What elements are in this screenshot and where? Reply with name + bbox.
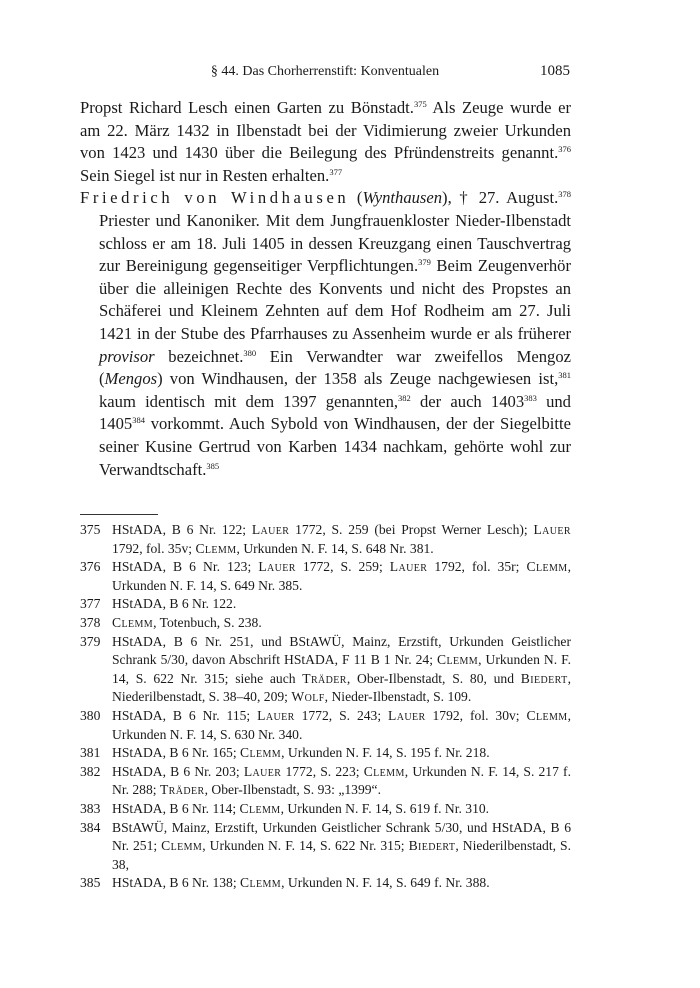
footnote-381: [80, 744, 571, 763]
author-name: Lauer: [257, 707, 295, 723]
footnote-ref[interactable]: 385: [206, 460, 220, 471]
text-run: , Urkunden N. F. 14, S. 649 Nr. 385.: [112, 559, 571, 593]
page-number: 1085: [540, 63, 570, 79]
text-run: , Urkunden N. F. 14, S. 630 Nr. 340.: [112, 707, 571, 742]
author-name: Biedert: [520, 670, 568, 686]
page-header: [80, 64, 570, 86]
text-run: kaum identisch mit dem 1397 genannten,: [99, 391, 399, 411]
text-run: 1792, fol. 30v;: [425, 707, 527, 723]
footnote-number: 384: [80, 819, 101, 835]
footnote-number: 378: [80, 614, 101, 630]
paragraph-lesch-continuation: [80, 97, 571, 187]
text-run: HStADA, B 6 Nr. 123;: [112, 559, 259, 575]
footnote-number: 380: [80, 707, 101, 723]
text-run: ), † 27. August.: [442, 188, 559, 208]
footnote-number: 382: [80, 763, 101, 779]
author-name: Clemm: [437, 652, 479, 668]
text-run: HStADA, B 6 Nr. 251, und BStAWÜ, Mainz, Erzstift, Urkunden Geistlicher Schrank 5/30, davon Abschrift HStADA, F 11 B 1 Nr. 24;: [112, 633, 571, 668]
text-run: , Totenbuch, S. 238.: [153, 614, 262, 630]
author-name: Träder: [159, 782, 205, 798]
author-name: Clemm: [526, 559, 568, 575]
running-head: § 44. Das Chorherrenstift: Konventualen: [210, 64, 440, 79]
footnote-385: [80, 874, 571, 893]
author-name: Lauer: [258, 559, 296, 575]
author-name: Clemm: [112, 614, 154, 630]
italic-name: Mengos: [104, 369, 158, 389]
footnote-378: [80, 614, 571, 633]
footnote-number: 377: [80, 596, 101, 612]
author-name: Lauer: [389, 559, 428, 575]
text-run: , Urkunden N. F. 14, S. 619 f. Nr. 310.: [280, 800, 490, 816]
text-run: 1772, S. 223;: [281, 763, 364, 779]
text-run: 1772, S. 259;: [295, 559, 390, 575]
author-name: Lauer: [388, 707, 426, 723]
footnote-379: [80, 633, 571, 707]
text-run: 1772, S. 243;: [294, 707, 389, 723]
text-run: ) von Windhausen, der 1358 als Zeuge nachgewiesen ist,: [157, 369, 559, 389]
text-run: HStADA, B 6 Nr. 114;: [112, 800, 240, 816]
footnote-number: 379: [80, 633, 101, 649]
text-run: (: [349, 188, 363, 208]
author-name: Biedert: [408, 838, 456, 854]
text-run: , Urkunden N. F. 14, S. 195 f. Nr. 218.: [281, 745, 490, 761]
text-run: , Niederilbenstadt, S. 38,: [112, 838, 571, 872]
footnote-380: [80, 707, 571, 744]
text-run: HStADA, B 6 Nr. 203;: [112, 763, 244, 779]
author-name: Lauer: [251, 522, 290, 537]
text-run: HStADA, B 6 Nr. 165;: [112, 745, 241, 761]
entry-name: Friedrich von Windhausen: [80, 188, 350, 208]
footnote-376: [80, 558, 571, 595]
text-run: , Urkunden N. F. 14, S. 649 f. Nr. 388.: [281, 875, 490, 891]
text-run: , Urkunden N. F. 14, S. 622 Nr. 315; siehe auch: [112, 652, 571, 686]
footnote-ref[interactable]: 378: [558, 189, 571, 200]
italic-term: provisor: [99, 346, 155, 366]
author-name: Clemm: [161, 838, 203, 854]
text-run: BStAWÜ, Mainz, Erzstift, Urkunden Geistlicher Schrank 5/30, und HStADA, B 6 Nr. 251;: [112, 819, 571, 854]
footnote-number: 383: [80, 800, 101, 816]
entry-friedrich-von-windhausen: [80, 187, 571, 481]
alternate-name: Wynthausen: [362, 188, 443, 208]
footnote-ref[interactable]: 377: [329, 166, 343, 177]
text-run: , Nieder-Ilbenstadt, S. 109.: [324, 689, 472, 705]
text-run: HStADA, B 6 Nr. 122.: [112, 596, 237, 612]
text-run: Sein Siegel ist nur in Resten erhalten.: [80, 165, 330, 185]
author-name: Wolf: [291, 689, 325, 705]
author-name: Träder: [302, 670, 347, 686]
footnote-ref[interactable]: 380: [243, 347, 257, 358]
author-name: Clemm: [195, 540, 237, 556]
footnote-384: [80, 819, 571, 875]
text-run: HStADA, B 6 Nr. 115;: [112, 707, 258, 723]
text-run: Propst Richard Lesch einen Garten zu Bönstadt.: [80, 98, 414, 117]
author-name: Clemm: [526, 707, 568, 723]
text-run: , Urkunden N. F. 14, S. 648 Nr. 381.: [236, 540, 434, 556]
footnote-377: [80, 595, 571, 614]
text-run: der auch 1403: [410, 391, 525, 411]
text-run: , Niederilbenstadt, S. 38–40, 209;: [112, 670, 571, 705]
footnote-383: [80, 800, 571, 819]
text-run: , Urkunden N. F. 14, S. 217 f. Nr. 288;: [112, 763, 571, 798]
footnote-number: 381: [80, 745, 101, 761]
text-run: 1772, S. 259 (bei Propst Werner Lesch);: [289, 522, 534, 537]
author-name: Clemm: [240, 875, 282, 891]
text-run: Beim Zeugenverhör über die alleinigen Rechte des Konvents und nicht des Propstes an Schäferei und Kleinem Zehnten auf dem Hof Rodheim am 27. Juli 1421 in der Stube des Pfarrhauses zu Assenheim wurde er als früherer: [99, 256, 571, 343]
footnote-ref[interactable]: 379: [418, 257, 431, 268]
text-run: Priester und Kanoniker. Mit dem Jungfrauenkloster Nieder-Ilbenstadt schloss er am 18. Juli 1405 in dessen Kreuzgang einen Tauschvertrag zur Bereinigung gegenseitiger Verpflichtungen.: [99, 210, 571, 276]
text-run: und 1405: [99, 391, 571, 434]
author-name: Lauer: [533, 522, 571, 537]
footnote-ref[interactable]: 382: [398, 392, 411, 403]
footnote-number: 385: [80, 875, 101, 891]
footnote-separator: [80, 514, 158, 515]
footnote-375: [80, 521, 571, 558]
author-name: Clemm: [240, 745, 282, 761]
footnote-ref[interactable]: 383: [524, 392, 537, 403]
text-run: bezeichnet.: [154, 346, 244, 366]
footnote-ref[interactable]: 381: [558, 370, 571, 381]
footnote-ref[interactable]: 384: [132, 415, 145, 426]
text-run: , Ober-Ilbenstadt, S. 93: „1399“.: [204, 782, 381, 798]
main-text: [80, 97, 571, 481]
footnote-number: 376: [80, 559, 101, 575]
text-run: , Urkunden N. F. 14, S. 622 Nr. 315;: [202, 838, 409, 854]
footnote-number: 375: [80, 522, 101, 537]
text-run: Ein Verwandter war zweifellos Mengoz (: [99, 346, 571, 389]
text-run: 1792, fol. 35r;: [427, 559, 527, 575]
author-name: Clemm: [363, 763, 405, 779]
text-run: 1792, fol. 35v;: [112, 540, 196, 556]
footnote-382: [80, 763, 571, 800]
text-run: Als Zeuge wurde er am 22. März 1432 in Ilbenstadt bei der Vidimierung zweier Urkunden von 1423 und 1430 über die Beilegung des Pfründenstreits genannt.: [80, 98, 571, 163]
text-run: , Ober-Ilbenstadt, S. 80, und: [346, 670, 521, 686]
author-name: Lauer: [243, 763, 282, 779]
text-run: vorkommt. Auch Sybold von Windhausen, der der Siegelbitte seiner Kusine Gertrud von Karben 1434 nachkam, gehörte wohl zur Verwandtschaft.: [99, 414, 571, 479]
author-name: Clemm: [239, 800, 281, 816]
text-run: HStADA, B 6 Nr. 122;: [112, 522, 252, 537]
footnotes: [80, 521, 571, 893]
text-run: HStADA, B 6 Nr. 138;: [112, 875, 241, 891]
footnote-ref[interactable]: 375: [413, 99, 427, 109]
footnote-ref[interactable]: 376: [558, 144, 571, 155]
